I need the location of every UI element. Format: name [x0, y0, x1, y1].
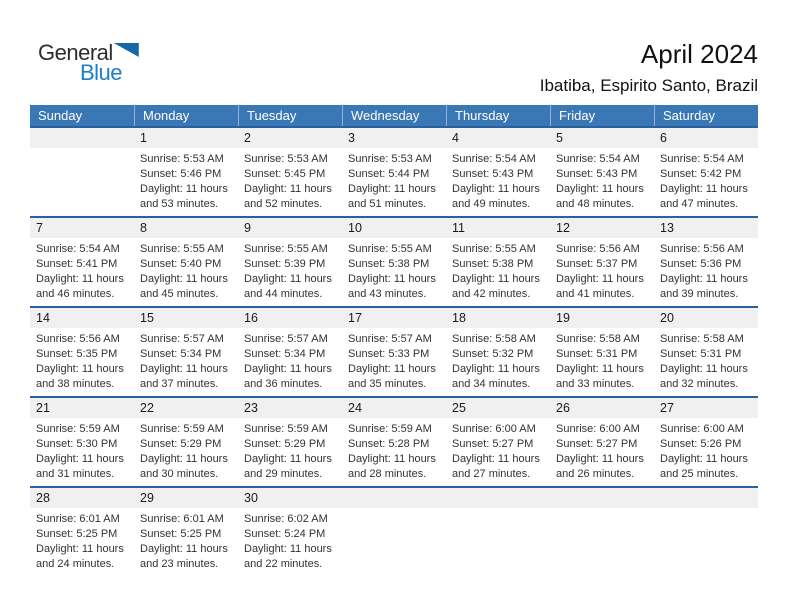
detail-line: Sunset: 5:29 PM: [244, 438, 326, 450]
day-details: [446, 148, 550, 212]
detail-line: Sunrise: 6:01 AM: [36, 513, 120, 525]
detail-line: and 52 minutes.: [244, 198, 323, 210]
detail-line: and 37 minutes.: [140, 378, 219, 390]
week-row: [30, 126, 758, 216]
details-row: [30, 148, 758, 212]
detail-line: Sunrise: 5:55 AM: [452, 243, 536, 255]
detail-line: Daylight: 11 hours: [660, 453, 748, 465]
detail-line: Daylight: 11 hours: [140, 273, 228, 285]
detail-line: Sunset: 5:27 PM: [452, 438, 534, 450]
detail-line: and 22 minutes.: [244, 558, 323, 570]
detail-line: Sunrise: 5:53 AM: [348, 153, 432, 165]
day-number: 4: [452, 131, 459, 145]
day-details: [550, 148, 654, 212]
details-row: [30, 418, 758, 482]
detail-line: and 41 minutes.: [556, 288, 635, 300]
detail-line: Sunset: 5:28 PM: [348, 438, 430, 450]
details-row: [30, 328, 758, 392]
detail-line: Sunrise: 5:57 AM: [244, 333, 328, 345]
calendar-table: [30, 105, 758, 576]
weekday-header-friday: Friday: [550, 105, 654, 126]
day-number: 12: [556, 221, 570, 235]
detail-line: and 35 minutes.: [348, 378, 427, 390]
day-details: [238, 508, 342, 572]
detail-line: Daylight: 11 hours: [36, 363, 124, 375]
week-row: [30, 306, 758, 396]
day-details: [550, 418, 654, 482]
detail-line: Daylight: 11 hours: [36, 453, 124, 465]
detail-line: Daylight: 11 hours: [452, 183, 540, 195]
detail-line: Sunrise: 5:54 AM: [556, 153, 640, 165]
weekday-header-tuesday: Tuesday: [238, 105, 342, 126]
weekday-header-row: [30, 105, 758, 126]
detail-line: Sunrise: 5:56 AM: [660, 243, 744, 255]
day-number: 8: [140, 221, 147, 235]
day-details: [654, 328, 758, 392]
day-number: 7: [36, 221, 43, 235]
detail-line: and 24 minutes.: [36, 558, 115, 570]
day-details: [550, 328, 654, 392]
detail-line: Daylight: 11 hours: [348, 273, 436, 285]
detail-line: Daylight: 11 hours: [140, 183, 228, 195]
day-number: 21: [36, 401, 50, 415]
day-details: [654, 508, 758, 572]
day-details: [134, 418, 238, 482]
detail-line: Daylight: 11 hours: [556, 183, 644, 195]
day-number: 2: [244, 131, 251, 145]
day-number-strip: [30, 308, 758, 328]
detail-line: Sunset: 5:31 PM: [556, 348, 638, 360]
detail-line: and 33 minutes.: [556, 378, 635, 390]
page-title: April 2024: [640, 39, 758, 69]
detail-line: and 45 minutes.: [140, 288, 219, 300]
detail-line: Sunrise: 5:53 AM: [140, 153, 224, 165]
detail-line: and 42 minutes.: [452, 288, 531, 300]
day-number-strip: [30, 488, 758, 508]
detail-line: Sunset: 5:45 PM: [244, 168, 326, 180]
detail-line: and 36 minutes.: [244, 378, 323, 390]
detail-line: and 25 minutes.: [660, 468, 739, 480]
detail-line: Sunset: 5:36 PM: [660, 258, 742, 270]
weekday-header-sunday: Sunday: [38, 108, 83, 123]
detail-line: Daylight: 11 hours: [348, 183, 436, 195]
detail-line: and 49 minutes.: [452, 198, 531, 210]
detail-line: Daylight: 11 hours: [348, 453, 436, 465]
detail-line: Sunset: 5:38 PM: [348, 258, 430, 270]
detail-line: Sunset: 5:29 PM: [140, 438, 222, 450]
detail-line: Sunset: 5:38 PM: [452, 258, 534, 270]
day-number: 30: [244, 491, 258, 505]
day-number: 25: [452, 401, 466, 415]
day-details: [654, 418, 758, 482]
detail-line: Sunrise: 5:57 AM: [140, 333, 224, 345]
detail-line: Sunrise: 6:00 AM: [556, 423, 640, 435]
detail-line: Sunrise: 5:59 AM: [348, 423, 432, 435]
detail-line: Daylight: 11 hours: [36, 543, 124, 555]
detail-line: Sunset: 5:33 PM: [348, 348, 430, 360]
detail-line: Daylight: 11 hours: [244, 273, 332, 285]
day-details: [654, 238, 758, 302]
detail-line: and 31 minutes.: [36, 468, 115, 480]
detail-line: Daylight: 11 hours: [452, 453, 540, 465]
day-number: 24: [348, 401, 362, 415]
general-blue-logo: [38, 42, 139, 84]
day-details: [342, 328, 446, 392]
day-number: 28: [36, 491, 50, 505]
day-number: 14: [36, 311, 50, 325]
detail-line: Daylight: 11 hours: [140, 453, 228, 465]
day-number: 26: [556, 401, 570, 415]
day-number: 22: [140, 401, 154, 415]
day-number-strip: [30, 398, 758, 418]
day-number: 16: [244, 311, 258, 325]
detail-line: Sunrise: 5:56 AM: [36, 333, 120, 345]
day-number: 13: [660, 221, 674, 235]
day-details: [30, 238, 134, 302]
weekday-header-thursday: Thursday: [446, 105, 550, 126]
detail-line: Sunrise: 5:54 AM: [660, 153, 744, 165]
day-details: [238, 328, 342, 392]
detail-line: Daylight: 11 hours: [660, 273, 748, 285]
detail-line: Sunrise: 5:55 AM: [348, 243, 432, 255]
detail-line: Daylight: 11 hours: [348, 363, 436, 375]
day-details: [238, 238, 342, 302]
detail-line: Sunrise: 5:55 AM: [140, 243, 224, 255]
detail-line: Sunrise: 5:58 AM: [556, 333, 640, 345]
detail-line: Sunset: 5:34 PM: [140, 348, 222, 360]
day-details: [446, 508, 550, 572]
day-details: [342, 148, 446, 212]
day-details: [342, 418, 446, 482]
day-number: 11: [452, 221, 465, 235]
detail-line: Sunset: 5:24 PM: [244, 528, 326, 540]
detail-line: Sunrise: 5:53 AM: [244, 153, 328, 165]
day-number: 10: [348, 221, 362, 235]
detail-line: and 39 minutes.: [660, 288, 739, 300]
week-row: [30, 486, 758, 576]
day-details: [134, 148, 238, 212]
week-row: [30, 396, 758, 486]
detail-line: and 44 minutes.: [244, 288, 323, 300]
detail-line: and 23 minutes.: [140, 558, 219, 570]
day-details: [654, 148, 758, 212]
day-details: [30, 508, 134, 572]
logo-text-general: General: [38, 40, 113, 65]
detail-line: Sunset: 5:25 PM: [140, 528, 222, 540]
detail-line: Sunset: 5:26 PM: [660, 438, 742, 450]
day-details: [446, 238, 550, 302]
logo-text-blue: Blue: [80, 60, 123, 85]
detail-line: and 47 minutes.: [660, 198, 739, 210]
detail-line: Sunrise: 5:54 AM: [36, 243, 120, 255]
detail-line: Sunrise: 5:56 AM: [556, 243, 640, 255]
day-number: 3: [348, 131, 355, 145]
detail-line: Sunset: 5:40 PM: [140, 258, 222, 270]
day-number: [342, 488, 446, 508]
day-number: 6: [660, 131, 667, 145]
details-row: [30, 508, 758, 572]
day-number: 18: [452, 311, 466, 325]
day-number: [446, 488, 550, 508]
detail-line: Sunrise: 5:58 AM: [452, 333, 536, 345]
day-details: [30, 148, 134, 212]
detail-line: and 46 minutes.: [36, 288, 115, 300]
calendar-grid: [30, 126, 758, 576]
detail-line: Sunset: 5:37 PM: [556, 258, 638, 270]
day-number: 23: [244, 401, 258, 415]
detail-line: Daylight: 11 hours: [660, 183, 748, 195]
detail-line: Daylight: 11 hours: [556, 273, 644, 285]
detail-line: Sunset: 5:32 PM: [452, 348, 534, 360]
detail-line: Daylight: 11 hours: [452, 273, 540, 285]
detail-line: Sunset: 5:30 PM: [36, 438, 118, 450]
detail-line: Daylight: 11 hours: [140, 363, 228, 375]
detail-line: Sunset: 5:43 PM: [452, 168, 534, 180]
detail-line: Sunset: 5:34 PM: [244, 348, 326, 360]
detail-line: and 29 minutes.: [244, 468, 323, 480]
day-number: 27: [660, 401, 674, 415]
detail-line: Daylight: 11 hours: [244, 543, 332, 555]
day-details: [550, 238, 654, 302]
detail-line: Sunset: 5:41 PM: [36, 258, 118, 270]
detail-line: Daylight: 11 hours: [36, 273, 124, 285]
weekday-header-monday: Monday: [134, 105, 238, 126]
day-number: 15: [140, 311, 154, 325]
detail-line: Sunset: 5:27 PM: [556, 438, 638, 450]
detail-line: Sunrise: 6:00 AM: [452, 423, 536, 435]
detail-line: and 32 minutes.: [660, 378, 739, 390]
detail-line: and 53 minutes.: [140, 198, 219, 210]
weekday-header-wednesday: Wednesday: [342, 105, 446, 126]
detail-line: Sunrise: 5:59 AM: [244, 423, 328, 435]
day-details: [134, 238, 238, 302]
day-number: [30, 128, 134, 148]
detail-line: Sunrise: 6:02 AM: [244, 513, 328, 525]
day-details: [134, 328, 238, 392]
detail-line: Sunset: 5:35 PM: [36, 348, 118, 360]
detail-line: Daylight: 11 hours: [244, 453, 332, 465]
day-number: 9: [244, 221, 251, 235]
details-row: [30, 238, 758, 302]
detail-line: Daylight: 11 hours: [244, 363, 332, 375]
detail-line: and 34 minutes.: [452, 378, 531, 390]
day-number: 17: [348, 311, 362, 325]
detail-line: and 38 minutes.: [36, 378, 115, 390]
day-details: [550, 508, 654, 572]
day-details: [342, 508, 446, 572]
detail-line: Sunrise: 5:58 AM: [660, 333, 744, 345]
detail-line: Daylight: 11 hours: [452, 363, 540, 375]
detail-line: Sunset: 5:46 PM: [140, 168, 222, 180]
weekday-header-saturday: Saturday: [654, 105, 758, 126]
detail-line: Sunrise: 5:54 AM: [452, 153, 536, 165]
day-number: 19: [556, 311, 570, 325]
day-number: 20: [660, 311, 674, 325]
detail-line: Daylight: 11 hours: [556, 363, 644, 375]
location-subtitle: Ibatiba, Espirito Santo, Brazil: [539, 75, 758, 95]
detail-line: Sunrise: 5:57 AM: [348, 333, 432, 345]
week-row: [30, 216, 758, 306]
detail-line: Sunset: 5:42 PM: [660, 168, 742, 180]
day-number: 5: [556, 131, 563, 145]
detail-line: Sunrise: 5:55 AM: [244, 243, 328, 255]
detail-line: Sunset: 5:25 PM: [36, 528, 118, 540]
detail-line: and 30 minutes.: [140, 468, 219, 480]
day-details: [30, 418, 134, 482]
day-number-strip: [30, 128, 758, 148]
detail-line: Daylight: 11 hours: [140, 543, 228, 555]
day-details: [446, 328, 550, 392]
calendar-header: [540, 40, 758, 96]
detail-line: and 51 minutes.: [348, 198, 427, 210]
day-number: 1: [140, 131, 147, 145]
detail-line: Daylight: 11 hours: [660, 363, 748, 375]
detail-line: Sunrise: 5:59 AM: [140, 423, 224, 435]
day-details: [238, 148, 342, 212]
detail-line: Sunrise: 5:59 AM: [36, 423, 120, 435]
day-details: [446, 418, 550, 482]
day-details: [342, 238, 446, 302]
logo-triangle-icon: [114, 43, 139, 57]
detail-line: Sunset: 5:39 PM: [244, 258, 326, 270]
detail-line: Sunset: 5:44 PM: [348, 168, 430, 180]
day-details: [134, 508, 238, 572]
day-number: 29: [140, 491, 154, 505]
detail-line: Daylight: 11 hours: [556, 453, 644, 465]
day-details: [238, 418, 342, 482]
detail-line: Sunrise: 6:01 AM: [140, 513, 224, 525]
day-number: [550, 488, 654, 508]
day-details: [30, 328, 134, 392]
day-number: [654, 488, 758, 508]
detail-line: and 28 minutes.: [348, 468, 427, 480]
detail-line: and 27 minutes.: [452, 468, 531, 480]
detail-line: and 48 minutes.: [556, 198, 635, 210]
detail-line: Sunset: 5:43 PM: [556, 168, 638, 180]
detail-line: and 43 minutes.: [348, 288, 427, 300]
detail-line: Sunrise: 6:00 AM: [660, 423, 744, 435]
detail-line: and 26 minutes.: [556, 468, 635, 480]
day-number-strip: [30, 218, 758, 238]
detail-line: Daylight: 11 hours: [244, 183, 332, 195]
detail-line: Sunset: 5:31 PM: [660, 348, 742, 360]
